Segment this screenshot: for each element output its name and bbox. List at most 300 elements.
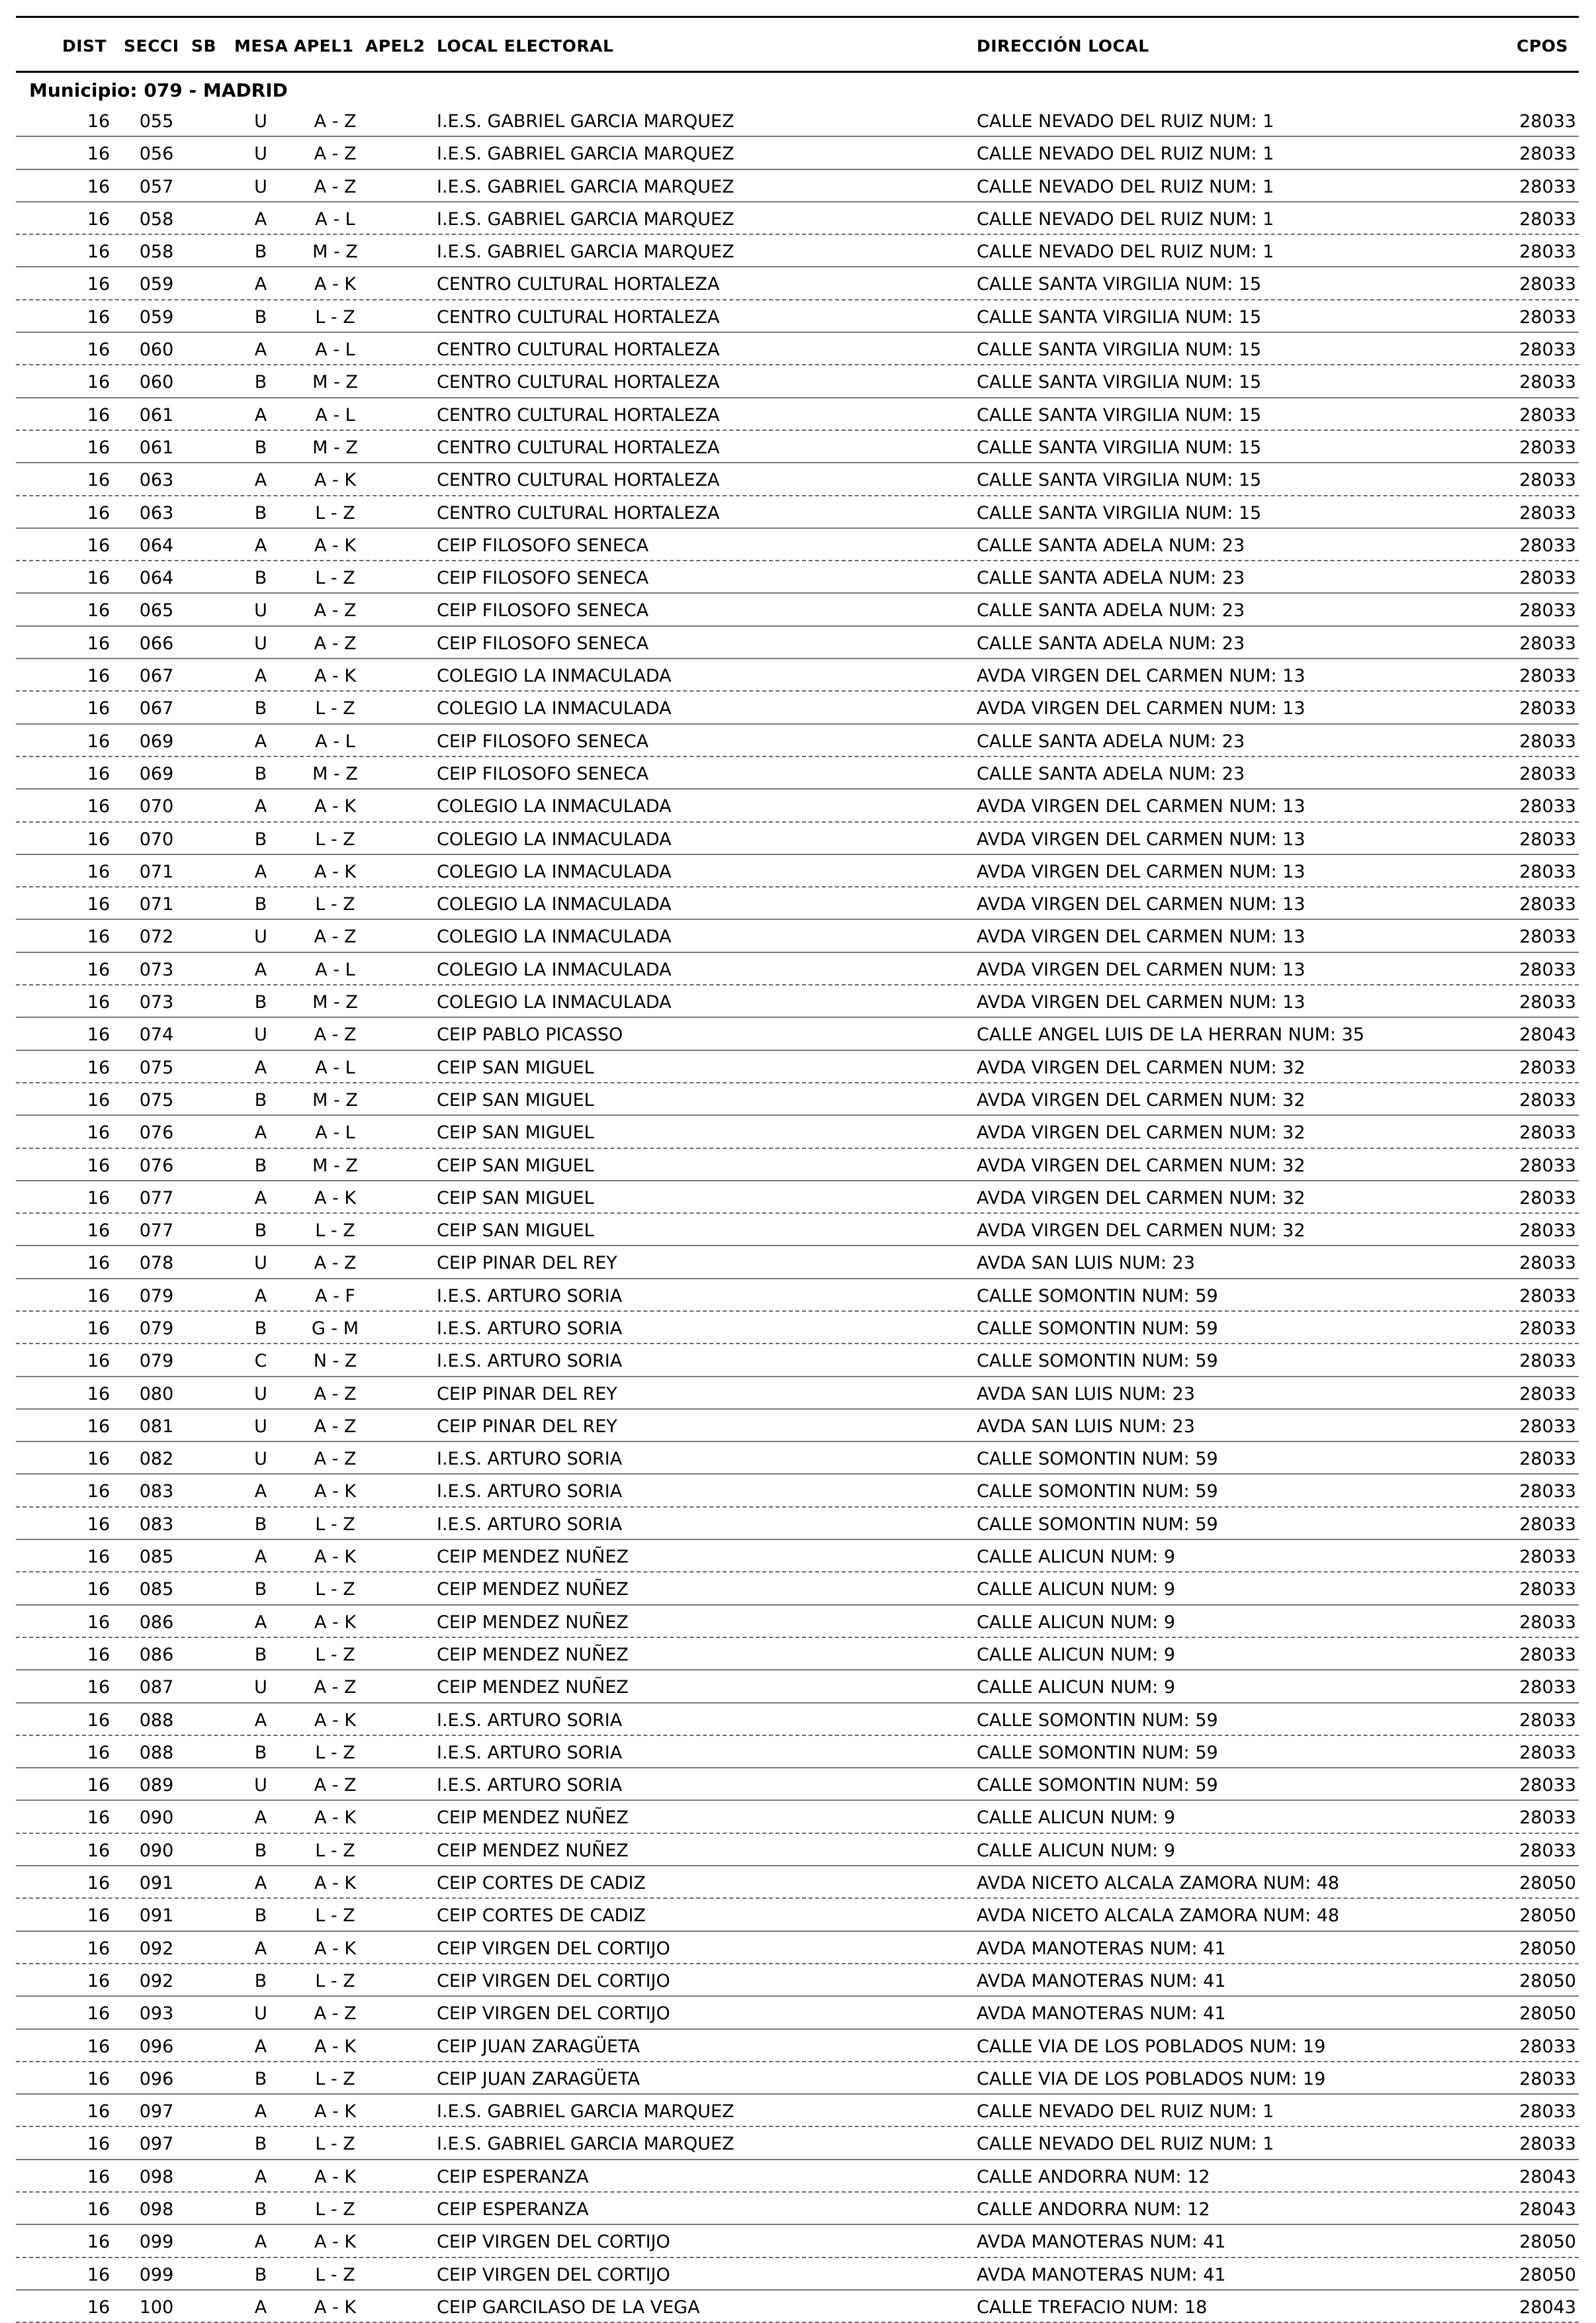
cell-mesa-letter: U	[254, 111, 267, 132]
cell-local-electoral: CEIP JUAN ZARAGÜETA	[437, 2068, 640, 2089]
cell-apel1-range: A - K	[314, 1612, 357, 1633]
cell-dist: 16	[87, 829, 111, 850]
table-row	[16, 398, 1579, 431]
cell-cpos: 28033	[1519, 306, 1576, 328]
cell-direccion-local: AVDA VIRGEN DEL CARMEN NUM: 32	[977, 1122, 1306, 1144]
table-row	[16, 300, 1579, 333]
cell-secci: 056	[139, 144, 174, 165]
table-row	[16, 757, 1579, 790]
cell-dist: 16	[87, 306, 111, 328]
cell-dist: 16	[87, 1873, 111, 1894]
cell-cpos: 28050	[1519, 2264, 1576, 2285]
table-row	[16, 137, 1579, 169]
cell-apel1-range: L - Z	[315, 502, 355, 524]
cell-cpos: 28033	[1519, 861, 1576, 882]
cell-mesa-letter: A	[254, 1285, 267, 1306]
cell-apel1-range: L - Z	[315, 2264, 355, 2285]
cell-secci: 065	[139, 600, 174, 621]
cell-direccion-local: CALLE SOMONTIN NUM: 59	[977, 1285, 1218, 1306]
cell-dist: 16	[87, 666, 111, 687]
cell-cpos: 28033	[1519, 1187, 1576, 1208]
cell-apel1-range: L - Z	[315, 2199, 355, 2220]
cell-dist: 16	[87, 1938, 111, 1959]
cell-secci: 059	[139, 274, 174, 295]
header-apel2: APEL2	[365, 36, 425, 56]
table-row	[16, 1377, 1579, 1410]
table-row	[16, 1312, 1579, 1344]
cell-apel1-range: A - Z	[314, 1253, 357, 1274]
cell-mesa-letter: A	[254, 1481, 267, 1502]
cell-direccion-local: CALLE ALICUN NUM: 9	[977, 1644, 1176, 1665]
cell-cpos: 28033	[1519, 340, 1576, 361]
cell-secci: 081	[139, 1416, 174, 1437]
cell-apel1-range: L - Z	[315, 1644, 355, 1665]
cell-local-electoral: I.E.S. GABRIEL GARCIA MARQUEZ	[437, 176, 734, 197]
table-row	[16, 1508, 1579, 1540]
cell-dist: 16	[87, 144, 111, 165]
cell-secci: 098	[139, 2166, 174, 2187]
cell-direccion-local: AVDA VIRGEN DEL CARMEN NUM: 13	[977, 959, 1306, 980]
cell-local-electoral: COLEGIO LA INMACULADA	[437, 992, 672, 1013]
cell-secci: 077	[139, 1187, 174, 1208]
cell-mesa-letter: U	[254, 2003, 267, 2025]
header-local: LOCAL ELECTORAL	[437, 36, 614, 56]
cell-direccion-local: CALLE SANTA ADELA NUM: 23	[977, 568, 1245, 589]
cell-direccion-local: CALLE ANDORRA NUM: 12	[977, 2166, 1210, 2187]
table-row	[16, 1606, 1579, 1638]
cell-mesa-letter: A	[254, 1547, 267, 1568]
cell-apel1-range: L - Z	[315, 894, 355, 915]
cell-cpos: 28033	[1519, 2134, 1576, 2155]
cell-apel1-range: G - M	[311, 1318, 359, 1339]
cell-cpos: 28043	[1519, 2199, 1576, 2220]
cell-mesa-letter: A	[254, 2166, 267, 2187]
cell-cpos: 28033	[1519, 2068, 1576, 2089]
cell-direccion-local: CALLE SOMONTIN NUM: 59	[977, 1318, 1218, 1339]
cell-secci: 069	[139, 763, 174, 784]
table-row	[16, 1410, 1579, 1442]
cell-dist: 16	[87, 437, 111, 458]
cell-apel1-range: A - K	[314, 2101, 357, 2122]
cell-direccion-local: CALLE NEVADO DEL RUIZ NUM: 1	[977, 144, 1274, 165]
cell-mesa-letter: B	[254, 1905, 267, 1927]
cell-apel1-range: M - Z	[312, 1089, 358, 1111]
cell-dist: 16	[87, 470, 111, 491]
cell-dist: 16	[87, 731, 111, 752]
cell-secci: 087	[139, 1677, 174, 1698]
cell-direccion-local: CALLE SOMONTIN NUM: 59	[977, 1449, 1218, 1470]
cell-dist: 16	[87, 1840, 111, 1861]
cell-mesa-letter: B	[254, 698, 267, 719]
municipio-heading	[16, 73, 1579, 105]
cell-local-electoral: CEIP SAN MIGUEL	[437, 1220, 594, 1242]
cell-direccion-local: CALLE SANTA ADELA NUM: 23	[977, 535, 1245, 556]
cell-secci: 067	[139, 666, 174, 687]
cell-secci: 055	[139, 111, 174, 132]
cell-secci: 083	[139, 1514, 174, 1535]
cell-mesa-letter: B	[254, 306, 267, 328]
cell-cpos: 28033	[1519, 1775, 1576, 1796]
cell-apel1-range: L - Z	[315, 1905, 355, 1927]
cell-secci: 061	[139, 404, 174, 426]
cell-dist: 16	[87, 1253, 111, 1274]
table-row	[16, 1638, 1579, 1670]
cell-apel1-range: A - K	[314, 1938, 357, 1959]
cell-cpos: 28033	[1519, 1612, 1576, 1633]
cell-dist: 16	[87, 2036, 111, 2057]
table-row	[16, 561, 1579, 594]
cell-local-electoral: CEIP VIRGEN DEL CORTIJO	[437, 1970, 670, 1991]
cell-direccion-local: AVDA VIRGEN DEL CARMEN NUM: 32	[977, 1057, 1306, 1078]
cell-local-electoral: CEIP VIRGEN DEL CORTIJO	[437, 1938, 670, 1959]
cell-local-electoral: I.E.S. ARTURO SORIA	[437, 1481, 623, 1502]
table-row	[16, 1214, 1579, 1246]
cell-dist: 16	[87, 1416, 111, 1437]
cell-local-electoral: COLEGIO LA INMACULADA	[437, 894, 672, 915]
cell-local-electoral: I.E.S. GABRIEL GARCIA MARQUEZ	[437, 144, 734, 165]
table-row	[16, 594, 1579, 626]
cell-dist: 16	[87, 1383, 111, 1404]
cell-dist: 16	[87, 1449, 111, 1470]
table-row	[16, 2127, 1579, 2160]
cell-apel1-range: A - K	[314, 861, 357, 882]
cell-apel1-range: A - F	[315, 1285, 355, 1306]
cell-direccion-local: AVDA VIRGEN DEL CARMEN NUM: 13	[977, 666, 1306, 687]
cell-cpos: 28033	[1519, 1122, 1576, 1144]
cell-direccion-local: AVDA VIRGEN DEL CARMEN NUM: 32	[977, 1220, 1306, 1242]
cell-apel1-range: A - Z	[314, 1025, 357, 1046]
cell-local-electoral: CEIP FILOSOFO SENECA	[437, 568, 649, 589]
table-row	[16, 105, 1579, 137]
cell-secci: 071	[139, 861, 174, 882]
cell-local-electoral: CEIP MENDEZ NUÑEZ	[437, 1547, 629, 1568]
cell-direccion-local: AVDA VIRGEN DEL CARMEN NUM: 13	[977, 861, 1306, 882]
cell-apel1-range: A - Z	[314, 176, 357, 197]
cell-mesa-letter: B	[254, 502, 267, 524]
table-row	[16, 1181, 1579, 1214]
table-row	[16, 365, 1579, 398]
cell-local-electoral: CEIP FILOSOFO SENECA	[437, 633, 649, 654]
cell-secci: 073	[139, 959, 174, 980]
cell-secci: 066	[139, 633, 174, 654]
cell-mesa-letter: U	[254, 176, 267, 197]
cell-dist: 16	[87, 1285, 111, 1306]
table-row	[16, 1834, 1579, 1866]
cell-secci: 057	[139, 176, 174, 197]
cell-direccion-local: CALLE SANTA VIRGILIA NUM: 15	[977, 372, 1262, 393]
cell-secci: 073	[139, 992, 174, 1013]
cell-apel1-range: M - Z	[312, 763, 358, 784]
cell-apel1-range: A - Z	[314, 1677, 357, 1698]
table-row	[16, 823, 1579, 855]
cell-local-electoral: CEIP SAN MIGUEL	[437, 1187, 594, 1208]
cell-apel1-range: A - Z	[314, 927, 357, 948]
cell-local-electoral: CEIP MENDEZ NUÑEZ	[437, 1644, 629, 1665]
cell-apel1-range: L - Z	[315, 1579, 355, 1600]
cell-secci: 076	[139, 1155, 174, 1176]
cell-local-electoral: CEIP SAN MIGUEL	[437, 1155, 594, 1176]
table-row	[16, 1442, 1579, 1475]
cell-local-electoral: I.E.S. GABRIEL GARCIA MARQUEZ	[437, 111, 734, 132]
cell-direccion-local: CALLE NEVADO DEL RUIZ NUM: 1	[977, 111, 1274, 132]
cell-cpos: 28043	[1519, 1025, 1576, 1046]
cell-apel1-range: A - Z	[314, 1383, 357, 1404]
cell-mesa-letter: B	[254, 242, 267, 263]
cell-mesa-letter: A	[254, 208, 267, 230]
cell-secci: 085	[139, 1547, 174, 1568]
table-row	[16, 1083, 1579, 1116]
cell-cpos: 28033	[1519, 535, 1576, 556]
cell-mesa-letter: B	[254, 1840, 267, 1861]
cell-direccion-local: CALLE SANTA ADELA NUM: 23	[977, 600, 1245, 621]
cell-dist: 16	[87, 1612, 111, 1633]
cell-mesa-letter: A	[254, 2297, 267, 2318]
cell-dist: 16	[87, 1122, 111, 1144]
table-row	[16, 1801, 1579, 1833]
cell-local-electoral: CEIP ESPERANZA	[437, 2199, 589, 2220]
table-row	[16, 2160, 1579, 2193]
cell-secci: 097	[139, 2101, 174, 2122]
cell-apel1-range: M - Z	[312, 372, 358, 393]
header-cpos: CPOS	[1517, 36, 1568, 56]
cell-direccion-local: CALLE SANTA VIRGILIA NUM: 15	[977, 437, 1262, 458]
cell-cpos: 28033	[1519, 404, 1576, 426]
cell-apel1-range: L - Z	[315, 829, 355, 850]
cell-dist: 16	[87, 372, 111, 393]
cell-dist: 16	[87, 2134, 111, 2155]
cell-apel1-range: L - Z	[315, 1840, 355, 1861]
cell-apel1-range: L - Z	[315, 306, 355, 328]
cell-dist: 16	[87, 404, 111, 426]
cell-dist: 16	[87, 1220, 111, 1242]
cell-local-electoral: CEIP FILOSOFO SENECA	[437, 763, 649, 784]
cell-mesa-letter: U	[254, 600, 267, 621]
cell-local-electoral: I.E.S. ARTURO SORIA	[437, 1514, 623, 1535]
table-header	[16, 23, 1579, 73]
cell-cpos: 28050	[1519, 2003, 1576, 2025]
cell-direccion-local: CALLE ALICUN NUM: 9	[977, 1677, 1176, 1698]
cell-direccion-local: AVDA VIRGEN DEL CARMEN NUM: 13	[977, 992, 1306, 1013]
table-row	[16, 203, 1579, 235]
table-row	[16, 790, 1579, 822]
cell-cpos: 28050	[1519, 1905, 1576, 1927]
cell-mesa-letter: U	[254, 1449, 267, 1470]
cell-secci: 093	[139, 2003, 174, 2025]
table-row	[16, 1475, 1579, 1507]
table-row	[16, 1051, 1579, 1083]
cell-direccion-local: CALLE VIA DE LOS POBLADOS NUM: 19	[977, 2036, 1326, 2057]
cell-mesa-letter: B	[254, 437, 267, 458]
cell-apel1-range: L - Z	[315, 1514, 355, 1535]
cell-direccion-local: CALLE ALICUN NUM: 9	[977, 1547, 1176, 1568]
cell-secci: 070	[139, 796, 174, 817]
cell-cpos: 28033	[1519, 731, 1576, 752]
cell-apel1-range: A - Z	[314, 1449, 357, 1470]
top-rule	[16, 16, 1579, 18]
cell-direccion-local: CALLE ALICUN NUM: 9	[977, 1807, 1176, 1829]
cell-mesa-letter: U	[254, 1025, 267, 1046]
cell-local-electoral: CEIP FILOSOFO SENECA	[437, 731, 649, 752]
cell-apel1-range: A - L	[315, 208, 355, 230]
cell-mesa-letter: B	[254, 372, 267, 393]
cell-local-electoral: COLEGIO LA INMACULADA	[437, 796, 672, 817]
cell-mesa-letter: A	[254, 959, 267, 980]
table-row	[16, 1018, 1579, 1050]
cell-direccion-local: AVDA VIRGEN DEL CARMEN NUM: 13	[977, 796, 1306, 817]
cell-mesa-letter: B	[254, 568, 267, 589]
cell-secci: 063	[139, 470, 174, 491]
cell-cpos: 28033	[1519, 1089, 1576, 1111]
cell-mesa-letter: U	[254, 1775, 267, 1796]
cell-mesa-letter: A	[254, 1873, 267, 1894]
cell-secci: 059	[139, 306, 174, 328]
cell-dist: 16	[87, 1547, 111, 1568]
cell-apel1-range: A - K	[314, 1807, 357, 1829]
cell-direccion-local: AVDA MANOTERAS NUM: 41	[977, 2003, 1226, 2025]
cell-dist: 16	[87, 1579, 111, 1600]
table-row	[16, 985, 1579, 1018]
cell-local-electoral: CENTRO CULTURAL HORTALEZA	[437, 340, 720, 361]
table-row	[16, 1670, 1579, 1703]
cell-local-electoral: CEIP ESPERANZA	[437, 2166, 589, 2187]
cell-direccion-local: CALLE ANDORRA NUM: 12	[977, 2199, 1210, 2220]
cell-dist: 16	[87, 600, 111, 621]
cell-mesa-letter: U	[254, 1383, 267, 1404]
cell-cpos: 28033	[1519, 1840, 1576, 1861]
cell-dist: 16	[87, 959, 111, 980]
cell-secci: 075	[139, 1089, 174, 1111]
cell-direccion-local: AVDA VIRGEN DEL CARMEN NUM: 32	[977, 1089, 1306, 1111]
cell-secci: 096	[139, 2036, 174, 2057]
cell-cpos: 28033	[1519, 502, 1576, 524]
cell-mesa-letter: U	[254, 1253, 267, 1274]
cell-mesa-letter: B	[254, 1089, 267, 1111]
cell-dist: 16	[87, 1905, 111, 1927]
cell-direccion-local: CALLE NEVADO DEL RUIZ NUM: 1	[977, 208, 1274, 230]
cell-dist: 16	[87, 927, 111, 948]
cell-local-electoral: CEIP SAN MIGUEL	[437, 1089, 594, 1111]
cell-local-electoral: CEIP VIRGEN DEL CORTIJO	[437, 2264, 670, 2285]
cell-dist: 16	[87, 1318, 111, 1339]
cell-local-electoral: COLEGIO LA INMACULADA	[437, 927, 672, 948]
cell-apel1-range: A - Z	[314, 600, 357, 621]
cell-mesa-letter: A	[254, 1709, 267, 1731]
cell-mesa-letter: U	[254, 144, 267, 165]
cell-secci: 086	[139, 1644, 174, 1665]
municipio-label: Municipio: 079 - MADRID	[29, 79, 288, 101]
table-row	[16, 431, 1579, 463]
cell-cpos: 28033	[1519, 1481, 1576, 1502]
cell-apel1-range: A - K	[314, 2232, 357, 2253]
cell-apel1-range: A - K	[314, 274, 357, 295]
cell-mesa-letter: A	[254, 861, 267, 882]
cell-secci: 058	[139, 242, 174, 263]
cell-secci: 098	[139, 2199, 174, 2220]
cell-local-electoral: COLEGIO LA INMACULADA	[437, 666, 672, 687]
cell-apel1-range: A - L	[315, 959, 355, 980]
cell-mesa-letter: B	[254, 894, 267, 915]
header-secci: SECCI	[124, 36, 179, 56]
cell-direccion-local: CALLE SANTA VIRGILIA NUM: 15	[977, 340, 1262, 361]
cell-secci: 089	[139, 1775, 174, 1796]
cell-dist: 16	[87, 1807, 111, 1829]
table-row	[16, 1964, 1579, 1997]
cell-dist: 16	[87, 2232, 111, 2253]
cell-mesa-letter: A	[254, 1807, 267, 1829]
cell-direccion-local: AVDA VIRGEN DEL CARMEN NUM: 13	[977, 927, 1306, 948]
cell-secci: 069	[139, 731, 174, 752]
cell-mesa-letter: C	[254, 1351, 267, 1372]
cell-cpos: 28033	[1519, 1547, 1576, 1568]
table-row	[16, 1736, 1579, 1768]
cell-secci: 099	[139, 2232, 174, 2253]
cell-direccion-local: CALLE SANTA ADELA NUM: 23	[977, 763, 1245, 784]
cell-direccion-local: CALLE NEVADO DEL RUIZ NUM: 1	[977, 2101, 1274, 2122]
cell-direccion-local: CALLE ALICUN NUM: 9	[977, 1840, 1176, 1861]
table-row	[16, 1899, 1579, 1931]
cell-cpos: 28033	[1519, 894, 1576, 915]
cell-local-electoral: I.E.S. ARTURO SORIA	[437, 1709, 623, 1731]
cell-cpos: 28033	[1519, 2101, 1576, 2122]
table-row	[16, 855, 1579, 888]
cell-secci: 082	[139, 1449, 174, 1470]
cell-mesa-letter: A	[254, 340, 267, 361]
cell-secci: 070	[139, 829, 174, 850]
cell-dist: 16	[87, 1514, 111, 1535]
cell-cpos: 28033	[1519, 2036, 1576, 2057]
cell-apel1-range: N - Z	[313, 1351, 357, 1372]
cell-mesa-letter: A	[254, 1938, 267, 1959]
cell-secci: 060	[139, 372, 174, 393]
cell-mesa-letter: A	[254, 2232, 267, 2253]
cell-cpos: 28033	[1519, 242, 1576, 263]
table-row	[16, 1932, 1579, 1964]
cell-apel1-range: L - Z	[315, 698, 355, 719]
cell-mesa-letter: A	[254, 1187, 267, 1208]
table-row	[16, 725, 1579, 757]
cell-apel1-range: A - K	[314, 470, 357, 491]
cell-local-electoral: I.E.S. ARTURO SORIA	[437, 1742, 623, 1763]
cell-dist: 16	[87, 2264, 111, 2285]
table-row	[16, 627, 1579, 659]
cell-mesa-letter: B	[254, 763, 267, 784]
cell-cpos: 28033	[1519, 144, 1576, 165]
cell-apel1-range: A - K	[314, 1547, 357, 1568]
cell-local-electoral: CEIP VIRGEN DEL CORTIJO	[437, 2003, 670, 2025]
cell-dist: 16	[87, 1677, 111, 1698]
cell-secci: 058	[139, 208, 174, 230]
cell-direccion-local: CALLE SANTA ADELA NUM: 23	[977, 633, 1245, 654]
table-body	[16, 105, 1579, 2323]
cell-local-electoral: CEIP FILOSOFO SENECA	[437, 600, 649, 621]
table-row	[16, 1540, 1579, 1572]
cell-apel1-range: M - Z	[312, 992, 358, 1013]
cell-cpos: 28033	[1519, 176, 1576, 197]
cell-dist: 16	[87, 2068, 111, 2089]
cell-secci: 060	[139, 340, 174, 361]
cell-apel1-range: L - Z	[315, 1970, 355, 1991]
table-row	[16, 1768, 1579, 1801]
cell-secci: 088	[139, 1709, 174, 1731]
cell-direccion-local: CALLE SOMONTIN NUM: 59	[977, 1775, 1218, 1796]
cell-cpos: 28033	[1519, 1416, 1576, 1437]
cell-secci: 080	[139, 1383, 174, 1404]
cell-cpos: 28033	[1519, 437, 1576, 458]
header-apel1: APEL1	[294, 36, 354, 56]
cell-mesa-letter: A	[254, 2036, 267, 2057]
cell-local-electoral: CEIP SAN MIGUEL	[437, 1057, 594, 1078]
cell-mesa-letter: A	[254, 1612, 267, 1633]
